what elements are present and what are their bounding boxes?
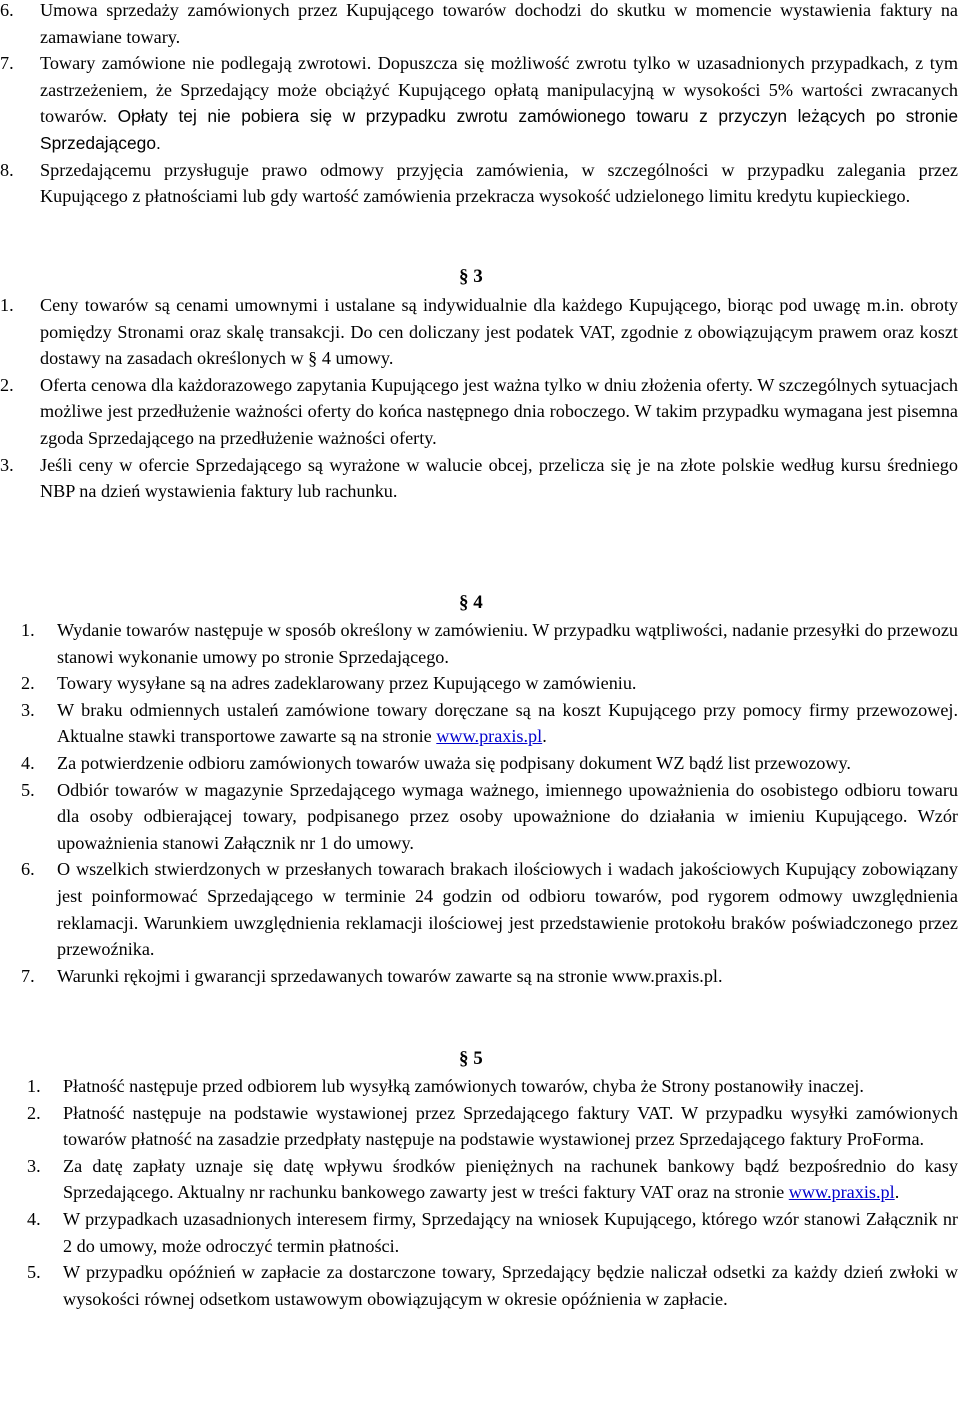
- praxis-link[interactable]: www.praxis.pl: [788, 1182, 895, 1203]
- item-text-sans: Opłaty tej nie pobiera się w przypadku zwrotu zamówionego towaru z przyczyn leżących po stronie Sprzedającego.: [40, 106, 958, 153]
- list-item: [21, 617, 958, 670]
- item-number: 7.: [21, 965, 35, 986]
- item-text: W przypadku opóźnień w zapłacie za dostarczone towary, Sprzedający będzie naliczał odsetki za każdy dzień zwłoki w wysokości równej odsetkom ustawowym obowiązującym w okresie opóźnienia w zapłacie.: [63, 1262, 958, 1309]
- item-text: .: [894, 1182, 900, 1203]
- list-item: [21, 697, 958, 750]
- item-text: Sprzedającemu przysługuje prawo odmowy przyjęcia zamówienia, w szczególności w przypadku zalegania przez Kupującego z płatnościami lub gdy wartość zamówienia przekracza wysokość udzielonego limitu kredytu kupieckiego.: [40, 159, 958, 207]
- list-item: [0, 372, 958, 452]
- list-item: [21, 777, 958, 857]
- item-number: 5.: [21, 779, 35, 800]
- item-text: W braku odmiennych ustaleń zamówione towary doręczane są na koszt Kupującego przy pomocy firmy przewozowej. Aktualne stawki transportowe zawarte są na stronie: [57, 699, 958, 747]
- list-item: [21, 670, 958, 697]
- item-text: Za potwierdzenie odbioru zamówionych towarów uważa się podpisany dokument WZ bądź list przewozowy.: [57, 752, 851, 773]
- list-item: [21, 856, 958, 962]
- section-5: [0, 1073, 960, 1312]
- item-number: 2.: [27, 1102, 41, 1123]
- item-text: W przypadkach uzasadnionych interesem firmy, Sprzedający na wniosek Kupującego, którego wzór stanowi Załącznik nr 2 do umowy, może odroczyć termin płatności.: [63, 1208, 958, 1256]
- section-heading: § 5: [459, 1048, 483, 1069]
- list-item: [27, 1100, 958, 1153]
- list-item: [27, 1206, 958, 1259]
- list-item: [27, 1259, 958, 1312]
- list-item: [0, 157, 958, 210]
- list-item: [21, 963, 958, 990]
- item-text: .: [542, 726, 547, 747]
- item-text: Warunki rękojmi i gwarancji sprzedawanych towarów zawarte są na stronie www.praxis.pl.: [57, 965, 723, 986]
- item-number: 3.: [0, 454, 14, 475]
- section-heading: § 4: [459, 592, 483, 613]
- item-number: 4.: [21, 752, 35, 773]
- praxis-link[interactable]: www.praxis.pl: [436, 726, 543, 747]
- item-text: Do cen doliczany jest podatek VAT, zgodnie z obowiązującym prawem oraz koszt dostawy na zasadach określonych w § 4 umowy.: [40, 321, 958, 369]
- list-item: [0, 50, 958, 156]
- section-heading: § 3: [459, 266, 483, 287]
- item-number: 8.: [0, 159, 14, 180]
- section-top: [0, 0, 960, 210]
- item-text: Umowa sprzedaży zamówionych przez Kupującego towarów dochodzi do skutku w momencie wystawienia faktury na zamawiane towary.: [40, 0, 958, 47]
- item-number: 2.: [0, 374, 14, 395]
- list-item: [0, 452, 958, 505]
- item-number: 7.: [0, 53, 14, 74]
- item-text: O wszelkich stwierdzonych w przesłanych towarach brakach ilościowych i wadach jakościowych Kupujący zobowiązany jest poinformować Sprzedającego w terminie 24 godzin od odbioru towarów, pod rygorem odmowy uwzględnienia reklamacji. Warunkiem uwzględnienia reklamacji ilościowej jest przedstawienie protokołu braków poświadczonego przez przewoźnika.: [57, 859, 958, 960]
- item-text: Towary wysyłane są na adres zadeklarowany przez Kupującego w zamówieniu.: [57, 673, 637, 694]
- item-text: Oferta cenowa dla każdorazowego zapytania Kupującego jest ważna tylko w dniu złożenia oferty. W szczególnych sytuacjach możliwe jest przedłużenie ważności oferty do końca następnego dnia roboczego. W takim przypadku wymagana jest pisemna zgoda Sprzedającego na przedłużenie ważności oferty.: [40, 374, 958, 448]
- list-item: [0, 0, 958, 50]
- list-item: [27, 1073, 958, 1100]
- item-number: 6.: [21, 859, 35, 880]
- item-text: Ceny towarów są cenami umownymi i ustalane są indywidualnie dla każdego Kupującego, biorąc pod uwagę m.in. obroty pomiędzy Stronami oraz skalę transakcji.: [40, 295, 958, 342]
- item-text: Płatność następuje przed odbiorem lub wysyłką zamówionych towarów, chyba że Strony postanowiły inaczej.: [63, 1076, 864, 1096]
- item-text: Wydanie towarów następuje w sposób określony w zamówieniu. W przypadku wątpliwości, nadanie przesyłki do przewozu stanowi wykonanie umowy po stronie Sprzedającego.: [57, 620, 958, 667]
- item-text: Odbiór towarów w magazynie Sprzedającego wymaga ważnego, imiennego upoważnienia do osobistego odbioru towaru dla osoby odbierającej towary, podpisanego przez osoby upoważnione do działania w imieniu Kupującego. Wzór upoważnienia stanowi Załącznik nr 1 do umowy.: [57, 779, 958, 853]
- section-3: [0, 292, 960, 505]
- section-4: [0, 617, 960, 989]
- item-number: 1.: [27, 1076, 41, 1096]
- list-item: [21, 750, 958, 777]
- item-number: 6.: [0, 0, 14, 20]
- list-item: [27, 1153, 958, 1206]
- item-text: Towary zamówione nie podlegają zwrotowi. Dopuszcza się możliwość zwrotu tylko w uzasadnionych przypadkach, z tym zastrzeżeniem, że Sprzedający może obciążyć Kupującego opłatą manipulacyjną w wysokości 5% wartości zwracanych towarów.: [40, 53, 958, 127]
- item-number: 2.: [21, 673, 35, 694]
- item-text: Za datę zapłaty uznaje się datę wpływu środków pieniężnych na rachunek bankowy bądź bezpośrednio do kasy Sprzedającego. Aktualny nr rachunku bankowego zawarty jest w treści faktury VAT oraz na stronie: [63, 1155, 958, 1203]
- item-number: 3.: [21, 699, 35, 720]
- item-number: 5.: [27, 1262, 41, 1283]
- item-number: 4.: [27, 1208, 41, 1229]
- item-number: 1.: [21, 620, 35, 640]
- list-item: [0, 292, 958, 372]
- item-number: 3.: [27, 1155, 41, 1176]
- item-text: Jeśli ceny w ofercie Sprzedającego są wyrażone w walucie obcej, przelicza się je na złote polskie według kursu średniego NBP na dzień wystawienia faktury lub rachunku.: [40, 454, 958, 502]
- item-text: Płatność następuje na podstawie wystawionej przez Sprzedającego faktury VAT. W przypadku wysyłki zamówionych towarów płatność na zasadzie przedpłaty następuje na podstawie wystawionej przez Sprzedającego faktury ProForma.: [63, 1102, 958, 1150]
- item-number: 1.: [0, 295, 14, 315]
